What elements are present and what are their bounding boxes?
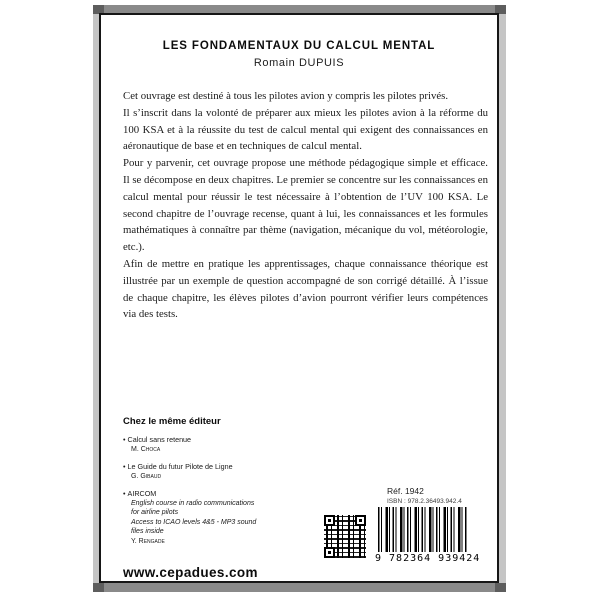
bullet-icon: • (123, 435, 126, 444)
isbn-number: ISBN : 978.2.36493.942.4 (387, 498, 462, 505)
reference-number: Réf. 1942 (387, 486, 424, 496)
list-item (123, 463, 323, 481)
publisher-website-url: www.cepadues.com (123, 565, 258, 580)
blurb-paragraph: Afin de mettre en pratique les apprentissages, chaque connaissance théorique est illustrée par un exemple de question accompagné de son corrigé détaillé. À l’issue de chaque chapitre, les élèves pilotes d’avion pourront vérifier leurs compétences via des tests. (123, 257, 488, 321)
related-book-subtitle-line: for airline pilots (131, 509, 179, 516)
book-page-edge-right (499, 6, 506, 592)
book-back-cover (99, 13, 499, 583)
related-book-title (123, 436, 323, 445)
barcode-digits: 9 782364 939424 (375, 553, 481, 564)
related-book-title (123, 490, 323, 499)
publisher-section-heading: Chez le même éditeur (123, 416, 221, 427)
blurb-paragraph: Pour y parvenir, cet ouvrage propose une méthode pédagogique simple et efficace. Il se décompose en deux chapitres. Le premier se concentre sur les connaissances en calcul mental pour réussir le test nécessaire à l’obtention de l’UV 100 KSA. Le second chapitre de l’ouvrage recense, quant à lui, les connaissances et les formules mathématiques à connaître par thème (navigation, mécanique du vol, météorologie, etc.). (123, 157, 488, 254)
reference-block (387, 486, 462, 505)
list-item (123, 490, 323, 546)
title-block (101, 40, 497, 69)
related-book-author: M. Choca (131, 445, 161, 453)
related-book-author: Y. Rengade (131, 537, 165, 545)
related-book-title-text: Le Guide du futur Pilote de Ligne (127, 462, 233, 471)
book-corner-bottom-left (93, 583, 104, 592)
book-author: Romain DUPUIS (253, 57, 345, 69)
book-edge-band-bottom (93, 583, 506, 592)
bullet-icon: • (123, 489, 126, 498)
list-item (123, 436, 323, 454)
back-cover-blurb (123, 88, 488, 323)
ean13-barcode (375, 507, 481, 571)
same-publisher-section (123, 416, 323, 546)
qr-finder-icon (324, 515, 335, 526)
related-book-title (123, 463, 323, 472)
blurb-paragraph: Il s’inscrit dans la volonté de préparer aux mieux les pilotes avion à la réforme du 100 KSA et à la réussite du test de calcul mental qui exigent des connaissances en aéronautique de base et en techniques de calcul mental. (123, 106, 488, 153)
bullet-icon: • (123, 462, 126, 471)
related-book-author: G. Gibaud (131, 472, 162, 480)
blurb-paragraph: Cet ouvrage est destiné à tous les pilotes avion y compris les pilotes privés. (123, 90, 449, 102)
qr-code (324, 515, 366, 558)
related-book-subtitle-line: English course in radio communications (131, 499, 255, 507)
book-title: LES FONDAMENTAUX DU CALCUL MENTAL (162, 40, 436, 52)
related-book-subtitle-line: files inside (131, 528, 164, 535)
book-corner-bottom-right (495, 583, 506, 592)
related-book-title-text: Calcul sans retenue (127, 435, 192, 444)
qr-finder-icon (355, 515, 366, 526)
barcode-bars-icon (378, 507, 468, 552)
qr-finder-icon (324, 547, 335, 558)
related-book-title-text: AIRCOM (127, 489, 157, 498)
related-book-subtitle-line: Access to ICAO levels 4&5 - MP3 sound (131, 518, 257, 526)
